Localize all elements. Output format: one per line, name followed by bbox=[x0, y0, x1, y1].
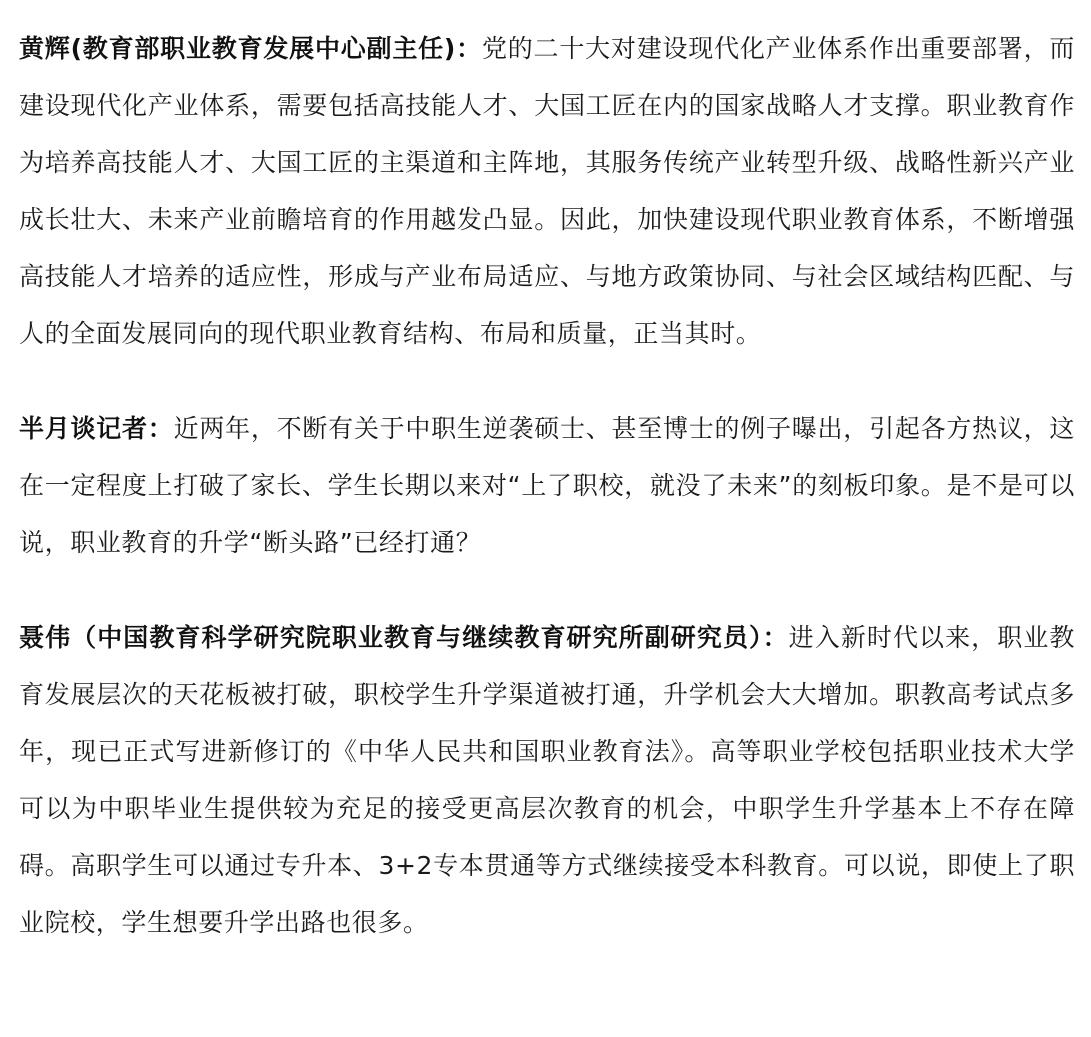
paragraph-text: 党的二十大对建设现代化产业体系作出重要部署，而建设现代化产业体系，需要包括高技能人才、大国工匠在内的国家战略人才支撑。职业教育作为培养高技能人才、大国工匠的主渠道和主阵地，其服务传统产业转型升级、战略性新兴产业成长壮大、未来产业前瞻培育的作用越发凸显。因此，加快建设现代职业教育体系，不断增强高技能人才培养的适应性，形成与产业布局适应、与地方政策协同、与社会区域结构匹配、与人的全面发展同向的现代职业教育结构、布局和质量，正当其时。 bbox=[19, 34, 1075, 348]
speaker-label: 聂伟（中国教育科学研究院职业教育与继续教育研究所副研究员）： bbox=[19, 623, 789, 652]
paragraph-nie-wei bbox=[19, 609, 1075, 951]
paragraph-huang-hui bbox=[19, 20, 1075, 362]
paragraph-text: 近两年，不断有关于中职生逆袭硕士、甚至博士的例子曝出，引起各方热议，这在一定程度上打破了家长、学生长期以来对“上了职校，就没了未来”的刻板印象。是不是可以说，职业教育的升学“断头路”已经打通？ bbox=[19, 414, 1075, 557]
paragraph-reporter-question bbox=[19, 400, 1075, 571]
speaker-label: 黄辉(教育部职业教育发展中心副主任)： bbox=[19, 34, 482, 63]
speaker-label: 半月谈记者： bbox=[19, 414, 174, 443]
paragraph-text: 进入新时代以来，职业教育发展层次的天花板被打破，职校学生升学渠道被打通，升学机会大大增加。职教高考试点多年，现已正式写进新修订的《中华人民共和国职业教育法》。高等职业学校包括职业技术大学可以为中职毕业生提供较为充足的接受更高层次教育的机会，中职学生升学基本上不存在障碍。高职学生可以通过专升本、3+2专本贯通等方式继续接受本科教育。可以说，即使上了职业院校，学生想要升学出路也很多。 bbox=[19, 623, 1075, 937]
